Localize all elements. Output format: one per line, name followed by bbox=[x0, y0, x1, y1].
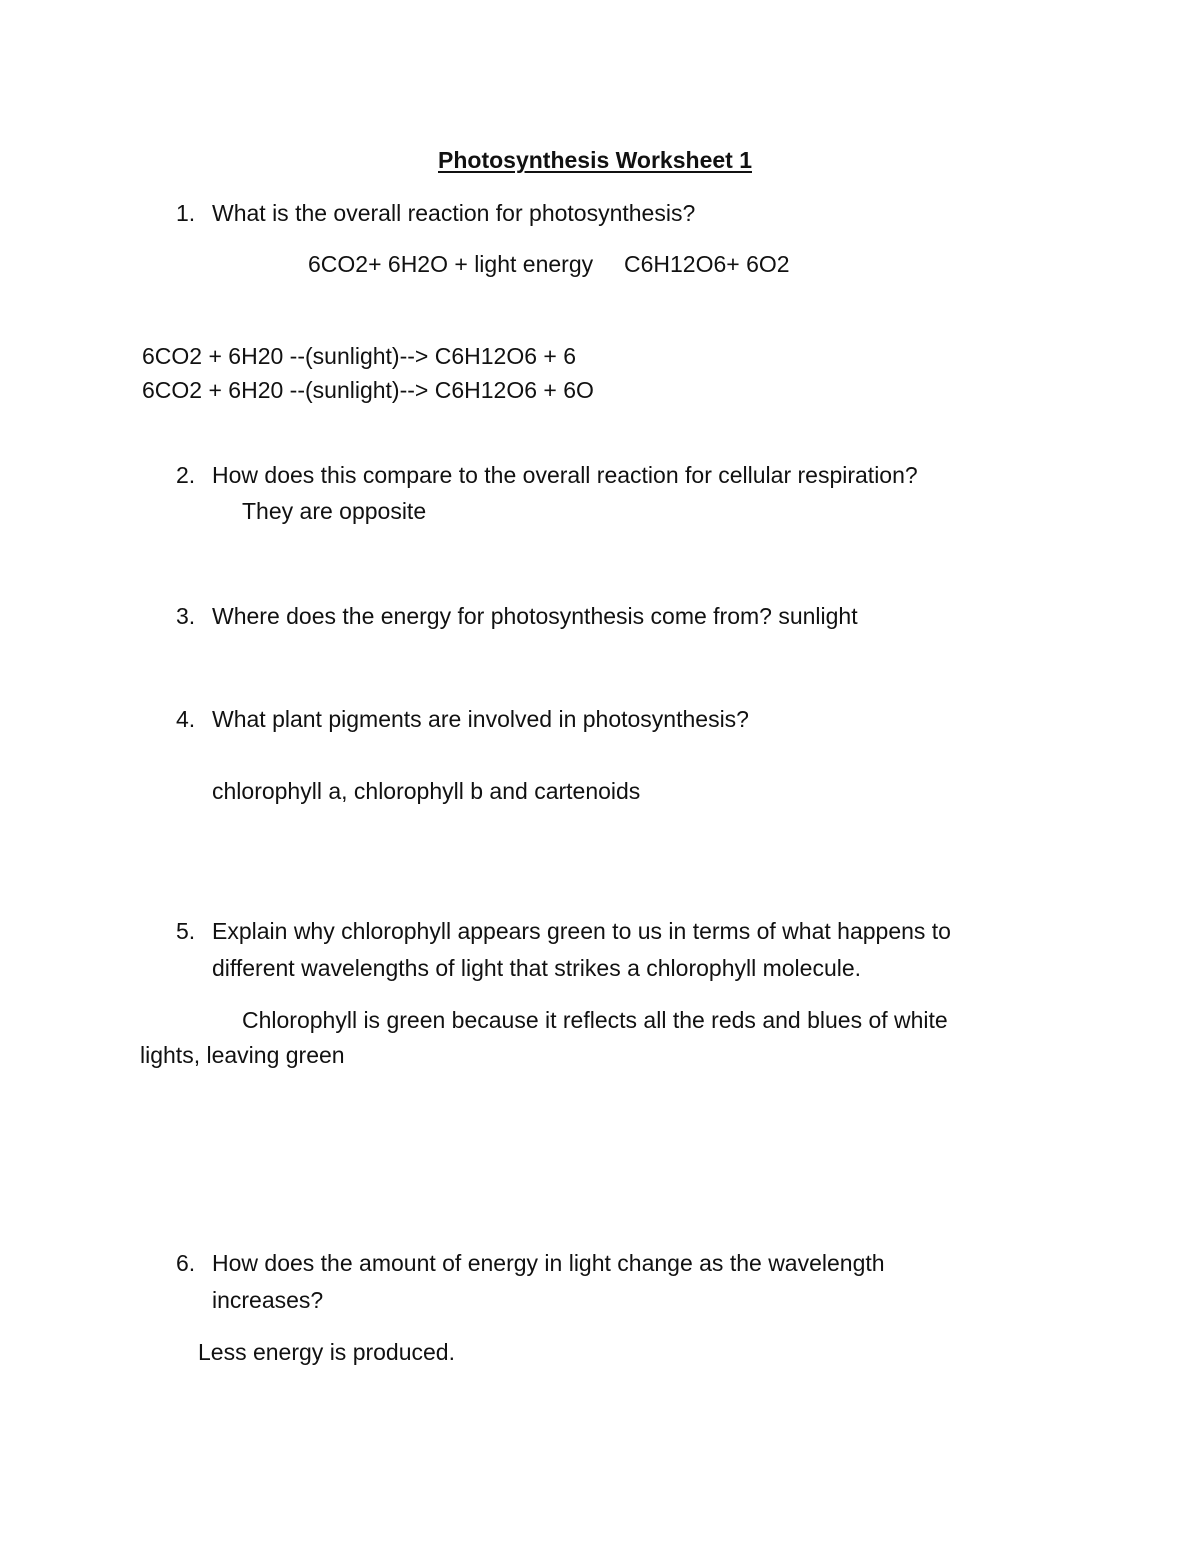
question-1-text: What is the overall reaction for photosynthesis? bbox=[212, 200, 696, 226]
question-3-number: 3. bbox=[176, 603, 196, 629]
page-title: Photosynthesis Worksheet 1 bbox=[438, 147, 752, 173]
question-1-number: 1. bbox=[176, 200, 196, 226]
question-5-answer-line-1: Chlorophyll is green because it reflects all the reds and blues of white bbox=[242, 1007, 948, 1033]
question-4-number: 4. bbox=[176, 706, 196, 732]
question-2-answer: They are opposite bbox=[242, 498, 427, 524]
question-6-answer: Less energy is produced. bbox=[198, 1339, 455, 1365]
question-1-equation-right: C6H12O6+ 6O2 bbox=[624, 251, 790, 277]
question-6-text-line-1: How does the amount of energy in light change as the wavelength bbox=[212, 1250, 885, 1276]
question-5-text-line-2: different wavelengths of light that strikes a chlorophyll molecule. bbox=[212, 955, 862, 981]
question-1-answer-line-1: 6CO2 + 6H20 --(sunlight)--> C6H12O6 + 6 bbox=[142, 343, 577, 369]
question-4-answer: chlorophyll a, chlorophyll b and cartenoids bbox=[212, 778, 641, 804]
question-4-text: What plant pigments are involved in photosynthesis? bbox=[212, 706, 749, 732]
question-5-number: 5. bbox=[176, 918, 196, 944]
question-1-equation-left: 6CO2+ 6H2O + light energy bbox=[308, 251, 594, 277]
question-1-answer-line-2: 6CO2 + 6H20 --(sunlight)--> C6H12O6 + 6O bbox=[142, 377, 594, 403]
question-6-number: 6. bbox=[176, 1250, 196, 1276]
question-2-text: How does this compare to the overall reaction for cellular respiration? bbox=[212, 462, 918, 488]
question-6-text-line-2: increases? bbox=[212, 1287, 324, 1313]
question-5-text-line-1: Explain why chlorophyll appears green to us in terms of what happens to bbox=[212, 918, 951, 944]
question-5-answer-line-2: lights, leaving green bbox=[140, 1042, 345, 1068]
question-3-text: Where does the energy for photosynthesis come from? sunlight bbox=[212, 603, 858, 629]
question-2-number: 2. bbox=[176, 462, 196, 488]
